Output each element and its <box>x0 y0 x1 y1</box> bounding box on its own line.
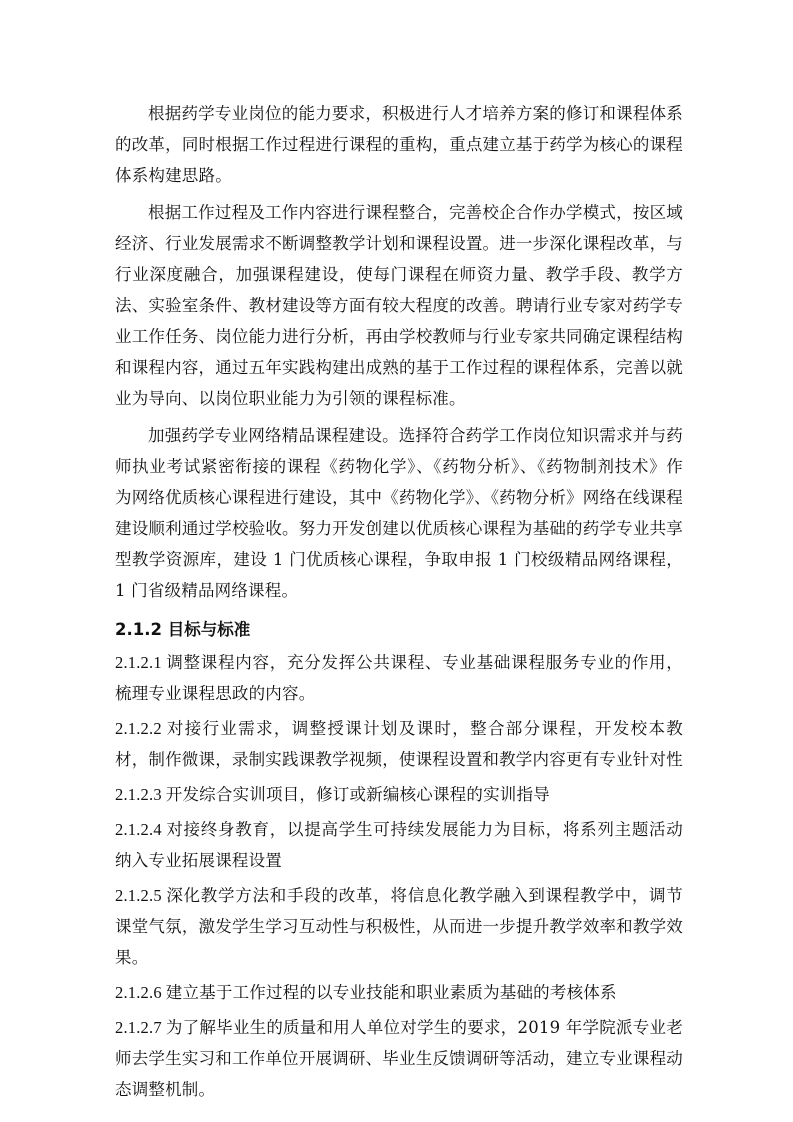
item-number: 2.1.2.3 <box>115 785 162 804</box>
item-text: 为了解毕业生的质量和用人单位对学生的要求，2019 年学院派专业老师去学生实习和工作单位开展调研、毕业生反馈调研等活动，建立专业课程动态调整机制。 <box>115 1018 683 1099</box>
section-item <box>115 647 683 709</box>
section-item <box>115 1012 683 1105</box>
body-paragraph: 加强药学专业网络精品课程建设。选择符合药学工作岗位知识需求并与药师执业考试紧密衔接的课程《药物化学》、《药物分析》、《药物制剂技术》作为网络优质核心课程进行建设，其中《药物化学》、《药物分析》网络在线课程建设顺利通过学校验收。努力开发创建以优质核心课程为基础的药学专业共享型教学资源库，建设 1 门优质核心课程，争取申报 1 门校级精品网络课程，1 门省级精品网络课程。 <box>115 426 683 600</box>
section-heading: 2.1.2 目标与标准 <box>115 620 251 639</box>
body-paragraph: 根据工作过程及工作内容进行课程整合，完善校企合作办学模式，按区域经济、行业发展需求不断调整教学计划和课程设置。进一步深化课程改革，与行业深度融合，加强课程建设，使每门课程在师资力量、教学手段、教学方法、实验室条件、教材建设等方面有较大程度的改善。聘请行业专家对药学专业工作任务、岗位能力进行分析，再由学校教师与行业专家共同确定课程结构和课程内容，通过五年实践构建出成熟的基于工作过程的课程体系，完善以就业为导向、以岗位职业能力为引领的课程标准。 <box>115 203 683 408</box>
section-item-list <box>115 647 683 1105</box>
section-item <box>115 880 683 973</box>
body-paragraph: 根据药学专业岗位的能力要求，积极进行人才培养方案的修订和课程体系的改革，同时根据工作过程进行课程的重构，重点建立基于药学为核心的课程体系构建思路。 <box>115 104 683 185</box>
item-number: 2.1.2.6 <box>115 983 162 1002</box>
item-number: 2.1.2.1 <box>115 653 162 672</box>
item-text: 对接行业需求，调整授课计划及课时，整合部分课程，开发校本教材，制作微课，录制实践课教学视频，使课程设置和教学内容更有专业针对性 <box>115 719 683 769</box>
section-item <box>115 779 683 810</box>
item-number: 2.1.2.2 <box>115 719 162 738</box>
item-text: 建立基于工作过程的以专业技能和职业素质为基础的考核体系 <box>165 983 617 1002</box>
section-item <box>115 713 683 775</box>
item-number: 2.1.2.4 <box>115 820 162 839</box>
item-number: 2.1.2.7 <box>115 1018 162 1037</box>
item-text: 对接终身教育，以提高学生可持续发展能力为目标，将系列主题活动纳入专业拓展课程设置 <box>115 820 683 870</box>
item-text: 调整课程内容，充分发挥公共课程、专业基础课程服务专业的作用，梳理专业课程思政的内容。 <box>115 653 683 703</box>
item-text: 深化教学方法和手段的改革，将信息化教学融入到课程教学中，调节课堂气氛，激发学生学习互动性与积极性，从而进一步提升教学效率和教学效果。 <box>115 886 683 967</box>
section-item <box>115 814 683 876</box>
item-text: 开发综合实训项目，修订或新编核心课程的实训指导 <box>165 785 550 804</box>
section-item <box>115 977 683 1008</box>
item-number: 2.1.2.5 <box>115 886 162 905</box>
